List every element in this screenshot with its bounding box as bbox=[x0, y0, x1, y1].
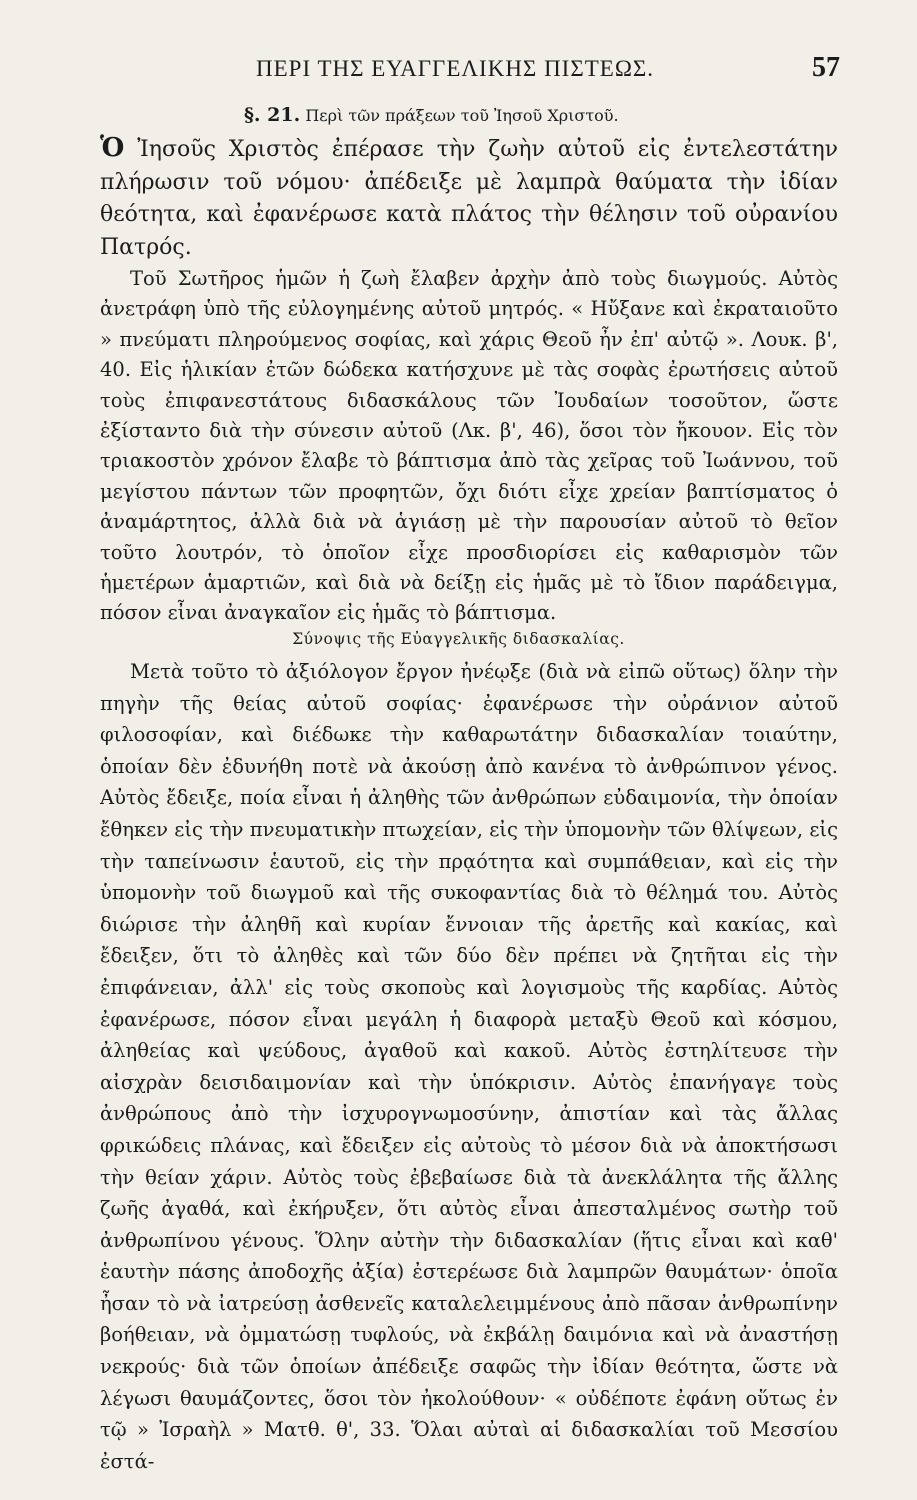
summary-paragraph-text: Ἰησοῦς Χριστὸς ἐπέρασε τὴν ζωὴν αὐτοῦ εἰς ἐντελεστάτην πλήρωσιν τοῦ νόμου· ἀπέδειξε μὲ λαμπρὰ θαύματα τὴν ἰδίαν θεότητα, καὶ ἐφανέρωσε κατὰ πλάτος τὴν θέλησιν τοῦ οὐρανίου Πατρός. bbox=[100, 137, 838, 260]
section-heading bbox=[244, 104, 619, 126]
page-number: 57 bbox=[812, 52, 840, 83]
teaching-paragraph: Μετὰ τοῦτο τὸ ἀξιόλογον ἔργον ἠνέῳξε (διὰ νὰ εἰπῶ οὕτως) ὅλην τὴν πηγὴν τῆς θείας αὐτοῦ σοφίας· ἐφανέρωσε τὴν οὐράνιον αὐτοῦ φιλοσοφίαν, καὶ διέδωκε τὴν καθαρωτάτην διδασκαλίαν τοιαύτην, ὁποίαν δὲν ἐδυνήθη ποτὲ νὰ ἀκούσῃ ἀπὸ κανένα τὸ ἀνθρώπινον γένος. Αὐτὸς ἔδειξε, ποία εἶναι ἡ ἀληθὴς τῶν ἀνθρώπων εὐδαιμονία, τὴν ὁποίαν ἔθηκεν εἰς τὴν πνευματικὴν πτωχείαν, εἰς τὴν ὑπομονὴν τῶν θλίψεων, εἰς τὴν ταπείνωσιν ἑαυτοῦ, εἰς τὴν πρᾳότητα καὶ συμπάθειαν, καὶ εἰς τὴν ὑπομονὴν τοῦ διωγμοῦ καὶ τῆς συκοφαντίας διὰ τὸ θέλημά του. Αὐτὸς διώρισε τὴν ἀληθῆ καὶ κυρίαν ἔννοιαν τῆς ἀρετῆς καὶ κακίας, καὶ ἔδειξεν, ὅτι τὸ ἀληθὲς καὶ τῶν δύο δὲν πρέπει νὰ ζητῆται εἰς τὴν ἐπιφάνειαν, ἀλλ' εἰς τοὺς σκοποὺς καὶ λογισμοὺς τῆς καρδίας. Αὐτὸς ἐφανέρωσε, πόσον εἶναι μεγάλη ἡ διαφορὰ μεταξὺ Θεοῦ καὶ κόσμου, ἀληθείας καὶ ψεύδους, ἀγαθοῦ καὶ κακοῦ. Αὐτὸς ἐστηλίτευσε τὴν αἰσχρὰν δεισιδαιμονίαν καὶ τὴν ὑπόκρισιν. Αὐτὸς ἐπανήγαγε τοὺς ἀνθρώπους ἀπὸ τὴν ἰσχυρογνωμοσύνην, ἀπιστίαν καὶ τὰς ἄλλας φρικώδεις πλάνας, καὶ ἔδειξεν εἰς αὐτοὺς τὸ μέσον διὰ νὰ ἀποκτήσωσι τὴν θείαν χάριν. Αὐτὸς τοὺς ἐβεβαίωσε διὰ τὰ ἀνεκλάλητα τῆς ἄλλης ζωῆς ἀγαθά, καὶ ἐκήρυξεν, ὅτι αὐτὸς εἶναι ἀπεσταλμένος σωτὴρ τοῦ ἀνθρωπίνου γένους. Ὅλην αὐτὴν τὴν διδασκαλίαν (ἥτις εἶναι καὶ καθ' ἑαυτὴν πάσης ἀποδοχῆς ἀξία) ἐστερέωσε διὰ λαμπρῶν θαυμάτων· ὁποῖα ἦσαν τὸ νὰ ἰατρεύσῃ ἀσθενεῖς καταλελειμμένους ἀπὸ πᾶσαν ἀνθρωπίνην βοήθειαν, νὰ ὀμματώσῃ τυφλούς, νὰ ἐκβάλῃ δαιμόνια καὶ νὰ ἀναστήσῃ νεκρούς· διὰ τῶν ὁποίων ἀπέδειξε σαφῶς τὴν ἰδίαν θεότητα, ὥστε νὰ λέγωσι θαυμάζοντες, ὅσοι τὸν ἠκολούθουν· « οὐδέποτε ἐφάνη οὕτως ἐν τῷ » Ἰσραὴλ » Ματθ. θ', 33. Ὅλαι αὐταὶ αἱ διδασκαλίαι τοῦ Μεσσίου ἐστά- bbox=[100, 660, 838, 1473]
section-number: §. 21. bbox=[244, 104, 301, 126]
section-title: Περὶ τῶν πράξεων τοῦ Ἰησοῦ Χριστοῦ. bbox=[305, 106, 619, 125]
initial-letter: Ὁ bbox=[100, 133, 125, 163]
subheading: Σύνοψις τῆς Εὐαγγελικῆς διδασκαλίας. bbox=[292, 630, 625, 648]
running-title: ΠΕΡΙ ΤΗΣ ΕΥΑΓΓΕΛΙΚΗΣ ΠΙΣΤΕΩΣ. bbox=[256, 56, 655, 81]
running-head bbox=[100, 52, 840, 92]
summary-paragraph bbox=[100, 132, 838, 264]
life-paragraph: Τοῦ Σωτῆρος ἡμῶν ἡ ζωὴ ἔλαβεν ἀρχὴν ἀπὸ τοὺς διωγμούς. Αὐτὸς ἀνετράφη ὑπὸ τῆς εὐλογημένης αὐτοῦ μητρός. « Ηὔξανε καὶ ἐκραταιοῦτο » πνεύματι πληρούμενος σοφίας, καὶ χάρις Θεοῦ ἦν ἐπ' αὐτῷ ». Λουκ. β', 40. Εἰς ἡλικίαν ἐτῶν δώδεκα κατήσχυνε μὲ τὰς σοφὰς ἐρωτήσεις αὐτοῦ τοὺς ἐπιφανεστάτους διδασκάλους τῶν Ἰουδαίων τοσοῦτον, ὥστε ἐξίσταντο διὰ τὴν σύνεσιν αὐτοῦ (Λκ. β', 46), ὅσοι τὸν ἤκουον. Εἰς τὸν τριακοστὸν χρόνον ἔλαβε τὸ βάπτισμα ἀπὸ τὰς χεῖρας τοῦ Ἰωάννου, τοῦ μεγίστου πάντων τῶν προφητῶν, ὄχι διότι εἶχε χρείαν βαπτίσματος ὁ ἀναμάρτητος, ἀλλὰ διὰ νὰ ἁγιάσῃ μὲ τὴν παρουσίαν αὐτοῦ τὸ θεῖον τοῦτο λουτρόν, τὸ ὁποῖον εἶχε προσδιορίσει εἰς καθαρισμὸν τῶν ἡμετέρων ἁμαρτιῶν, καὶ διὰ νὰ δείξῃ εἰς ἡμᾶς μὲ τὸ ἴδιον παράδειγμα, πόσον εἶναι ἀναγκαῖον εἰς ἡμᾶς τὸ βάπτισμα. bbox=[100, 267, 838, 625]
